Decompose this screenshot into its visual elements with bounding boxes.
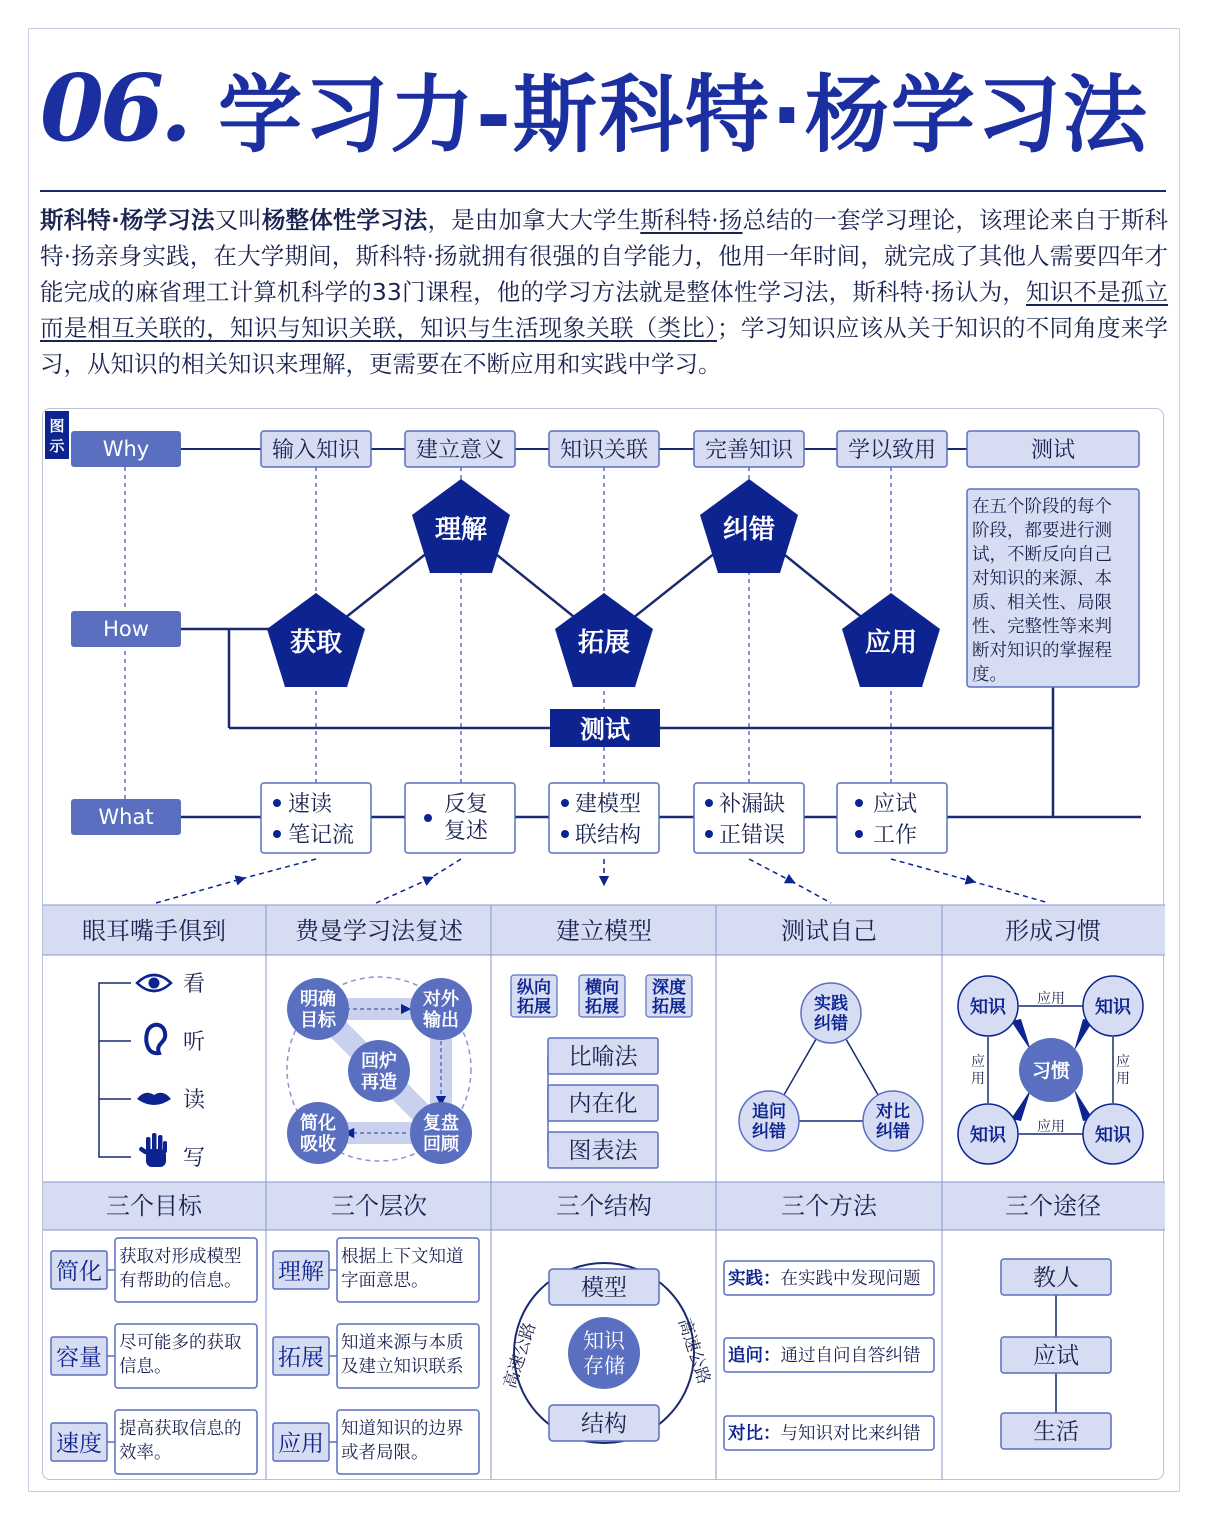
what-item: 工作 [873, 823, 918, 848]
level-tag: 理解 [278, 1259, 324, 1285]
page-title [40, 48, 1149, 168]
feynman-c2b: 输出 [423, 1010, 459, 1031]
model-box-1: 比喻法 [568, 1044, 638, 1070]
feynman-c4a: 简化 [300, 1113, 336, 1134]
selftest-right-a: 对比 [876, 1102, 910, 1122]
feynman-c3a: 回炉 [361, 1051, 397, 1072]
structure-arc-right: 高速公路 [673, 1316, 714, 1387]
why-label: Why [102, 437, 150, 461]
intro-text-4: ；学习知识应该从关于知识的不同角度来学习，从知识的相关知识来理解，更需要在不断应用和实践中学习。 [40, 314, 1168, 378]
stage-4: 完善知识 [704, 438, 794, 463]
what-label: What [98, 805, 154, 829]
what-item: 复述 [444, 819, 489, 844]
model-box-2: 内在化 [568, 1091, 638, 1117]
stage-2: 建立意义 [415, 438, 505, 463]
goal-tag: 简化 [56, 1259, 102, 1285]
row1-header: 费曼学习法复述 [295, 917, 463, 945]
pentagon-label-1: 获取 [289, 628, 343, 658]
title-number: 06. [40, 54, 189, 162]
model-tag-3a: 深度 [652, 978, 686, 998]
level-tag: 拓展 [278, 1345, 324, 1371]
ear-icon [146, 1025, 165, 1053]
pentagon-label-3: 拓展 [577, 628, 631, 658]
what-item: 反复 [444, 792, 489, 817]
structure-top: 模型 [581, 1275, 627, 1301]
sense-see: 看 [183, 972, 206, 997]
selftest-left-a: 追问 [752, 1102, 786, 1122]
pentagon-label-2: 理解 [434, 515, 488, 545]
structure-center [568, 1317, 640, 1389]
intro-underline-1: 斯科特·扬 [640, 206, 743, 234]
feynman-c4b: 吸收 [300, 1134, 336, 1155]
test-desc-line: 试，不断反向自己 [972, 545, 1112, 565]
habit-node-label: 知识 [1095, 1125, 1131, 1146]
level-desc-b: 或者局限。 [341, 1443, 429, 1463]
level-desc-a: 知道来源与本质 [341, 1333, 464, 1353]
diagram-panel [42, 408, 1164, 1480]
what-item: 建模型 [575, 792, 642, 817]
row1-header: 形成习惯 [1005, 917, 1101, 945]
diagram-svg [43, 409, 1165, 1481]
row1-header: 眼耳嘴手俱到 [82, 917, 226, 945]
what-item: 笔记流 [288, 823, 355, 848]
stage-3: 知识关联 [559, 438, 649, 463]
senses-bracket [99, 983, 131, 1157]
test-desc-line: 在五个阶段的每个 [972, 497, 1112, 517]
goal-desc-a: 尽可能多的获取 [119, 1333, 242, 1353]
method-tag: 实践： [728, 1269, 781, 1289]
goal-desc-a: 获取对形成模型 [119, 1247, 242, 1267]
hand-icon [138, 1133, 167, 1167]
level-desc-b: 字面意思。 [341, 1271, 429, 1291]
goal-desc-b: 信息。 [119, 1357, 172, 1377]
sense-read: 读 [183, 1088, 206, 1113]
level-desc-b: 及建立知识联系 [341, 1357, 464, 1377]
row2-header: 三个结构 [556, 1192, 652, 1220]
model-tag-3b: 拓展 [652, 997, 686, 1017]
habit-node-label: 知识 [1095, 997, 1131, 1018]
path-teach: 教人 [1033, 1265, 1079, 1291]
corner-tag-2: 示 [49, 437, 65, 455]
selftest-right-b: 纠错 [876, 1122, 910, 1142]
title-rule [40, 190, 1166, 192]
structure-center-a: 知识 [583, 1329, 625, 1353]
sense-hear: 听 [183, 1030, 206, 1055]
intro-text-1: 又叫 [214, 206, 262, 234]
model-tag-1b: 拓展 [517, 997, 551, 1017]
feynman-c1a: 明确 [300, 989, 336, 1010]
what-item: 应试 [873, 792, 918, 817]
feynman-c5a: 复盘 [423, 1113, 459, 1134]
habit-center-label: 习惯 [1031, 1060, 1071, 1082]
goal-desc-a: 提高获取信息的 [119, 1419, 242, 1439]
selftest-top-a: 实践 [814, 994, 848, 1014]
test-desc-line: 质、相关性、局限 [972, 593, 1112, 613]
habit-node-label: 知识 [970, 997, 1006, 1018]
habit-edge-label-v: 用 [971, 1071, 985, 1087]
goal-desc-b: 效率。 [119, 1443, 172, 1463]
path-life: 生活 [1033, 1419, 1079, 1445]
habit-edge-label: 应用 [1037, 1119, 1065, 1135]
row2-header: 三个方法 [781, 1192, 877, 1220]
method-desc: 与知识对比来纠错 [780, 1424, 921, 1444]
feynman-c1b: 目标 [300, 1010, 336, 1031]
structure-center-b: 存储 [583, 1354, 625, 1378]
path-exam: 应试 [1033, 1343, 1079, 1369]
svg-text:实践：在实践中发现问题 [728, 1268, 921, 1289]
test-desc-line: 断对知识的掌握程 [972, 641, 1112, 661]
goal-desc-b: 有帮助的信息。 [119, 1271, 242, 1291]
intro-bold-2: 杨整体性学习法 [261, 206, 428, 234]
how-label: How [103, 617, 149, 641]
method-tag: 追问： [728, 1346, 781, 1366]
test-desc-line: 对知识的来源、本 [972, 569, 1112, 589]
structure-arc-left: 高速公路 [500, 1320, 541, 1391]
stage-1: 输入知识 [271, 438, 361, 463]
model-tag-2b: 拓展 [585, 997, 619, 1017]
selftest-left-b: 纠错 [752, 1122, 786, 1142]
habit-node-label: 知识 [970, 1125, 1006, 1146]
what-item: 速读 [288, 792, 333, 817]
goal-tag: 容量 [56, 1345, 102, 1371]
pentagon-label-4: 纠错 [722, 515, 776, 545]
intro-text-2: ，是由加拿大大学生 [427, 206, 641, 234]
model-tag-2a: 横向 [585, 978, 619, 998]
pentagon-label-5: 应用 [864, 628, 918, 658]
test-header: 测试 [1030, 438, 1076, 463]
intro-paragraph [40, 202, 1168, 382]
method-tag: 对比： [728, 1424, 781, 1444]
eye-icon [137, 975, 171, 991]
row2-header: 三个途径 [1005, 1192, 1101, 1220]
title-text: 学习力-斯科特·杨学习法 [218, 65, 1149, 164]
intro-text-3: 总结的一套学习理论，该理论来自于斯科特·扬亲身实践，在大学期间，斯科特·扬就拥有很强的自学能力，他用一年时间，就完成了其他人需要四年才能完成的麻省理工计算机科学的33门课程，他的学习方法就是整体性学习法，斯科特·扬认为， [40, 206, 1169, 306]
feynman-c5b: 回顾 [423, 1134, 459, 1155]
what-item: 正错误 [719, 823, 786, 848]
method-desc: 通过自问自答纠错 [780, 1346, 921, 1366]
svg-text:对比：与知识对比来纠错 [727, 1423, 921, 1444]
level-desc-a: 根据上下文知道 [341, 1247, 464, 1267]
row2-header: 三个层次 [331, 1192, 427, 1220]
stage-5: 学以致用 [847, 438, 937, 463]
down-arrows [156, 859, 1049, 903]
structure-bottom: 结构 [581, 1411, 627, 1437]
selftest-top-b: 纠错 [814, 1014, 848, 1034]
corner-tag-1: 图 [49, 417, 65, 435]
sense-write: 写 [183, 1146, 206, 1171]
test-desc-line: 性、完整性等来判 [972, 617, 1112, 637]
level-desc-a: 知道知识的边界 [341, 1419, 464, 1439]
model-tag-1a: 纵向 [517, 978, 551, 998]
habit-edge-label-v: 应 [971, 1054, 985, 1070]
intro-bold-1: 斯科特·杨学习法 [40, 206, 215, 234]
feynman-c3b: 再造 [361, 1072, 397, 1093]
goal-tag: 速度 [56, 1431, 102, 1457]
mouth-icon [137, 1093, 171, 1105]
row1-header: 测试自己 [781, 917, 877, 945]
habit-edge-label-v: 应 [1116, 1054, 1130, 1070]
feynman-c2a: 对外 [423, 989, 459, 1010]
test-desc-line: 阶段，都要进行测 [972, 521, 1112, 541]
model-box-3: 图表法 [568, 1138, 638, 1164]
method-desc: 在实践中发现问题 [780, 1269, 921, 1289]
what-item: 联结构 [575, 823, 642, 848]
test-desc-line: 度。 [972, 665, 1007, 685]
habit-edge-label-v: 用 [1116, 1071, 1130, 1087]
intro-underline-2: 知识不是孤立而是相互关联的，知识与知识关联，知识与生活现象关联（类比） [40, 278, 1169, 342]
row1-header: 建立模型 [556, 917, 652, 945]
habit-edge-label: 应用 [1037, 991, 1065, 1007]
row2-header: 三个目标 [106, 1192, 202, 1220]
level-tag: 应用 [278, 1431, 324, 1457]
what-item: 补漏缺 [719, 792, 786, 817]
svg-text:追问：通过自问自答纠错 [728, 1345, 921, 1366]
test-bar-label: 测试 [579, 715, 631, 744]
